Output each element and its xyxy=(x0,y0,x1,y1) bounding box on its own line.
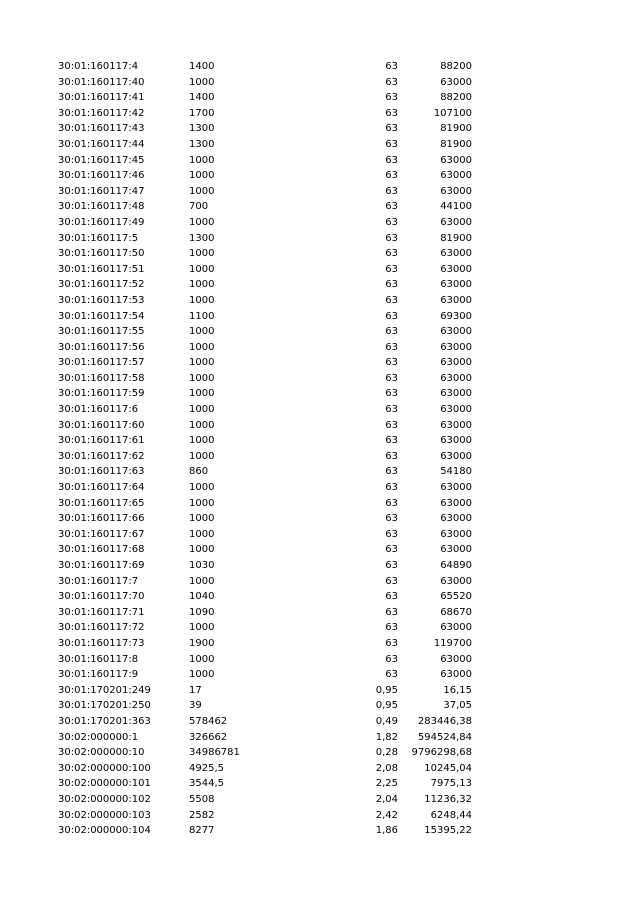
rate-cell: 63 xyxy=(385,263,398,275)
table-row xyxy=(0,231,640,247)
table-row xyxy=(0,745,640,761)
cadastral-number-cell: 30:01:160117:56 xyxy=(58,341,145,353)
rate-cell: 63 xyxy=(385,185,398,197)
cadastral-number-cell: 30:01:160117:47 xyxy=(58,185,145,197)
rate-cell: 63 xyxy=(385,544,398,556)
rate-cell: 63 xyxy=(385,637,398,649)
table-row xyxy=(0,589,640,605)
cadastral-number-cell: 30:01:160117:7 xyxy=(58,575,139,587)
value-cell: 63000 xyxy=(440,216,472,228)
area-cell: 39 xyxy=(189,700,202,712)
table-row xyxy=(0,652,640,668)
area-cell: 1000 xyxy=(189,497,215,509)
rate-cell: 63 xyxy=(385,294,398,306)
cadastral-number-cell: 30:01:170201:249 xyxy=(58,684,151,696)
rate-cell: 63 xyxy=(385,357,398,369)
area-cell: 1000 xyxy=(189,653,215,665)
area-cell: 1030 xyxy=(189,560,215,571)
rate-cell: 63 xyxy=(385,248,398,260)
value-cell: 63000 xyxy=(440,653,472,665)
table-row xyxy=(0,277,640,293)
rate-cell: 63 xyxy=(385,466,398,478)
table-row xyxy=(0,542,640,558)
table-row xyxy=(0,309,640,325)
table-row xyxy=(0,464,640,480)
rate-cell: 63 xyxy=(385,560,398,571)
table-row xyxy=(0,730,640,746)
cadastral-number-cell: 30:01:160117:63 xyxy=(58,466,145,478)
value-cell: 69300 xyxy=(440,310,472,322)
table-row xyxy=(0,355,640,371)
value-cell: 63000 xyxy=(440,185,472,197)
table-row xyxy=(0,808,640,824)
area-cell: 1000 xyxy=(189,185,215,197)
value-cell: 64890 xyxy=(440,560,472,571)
rate-cell: 1,86 xyxy=(375,825,398,837)
area-cell: 1000 xyxy=(189,669,215,681)
value-cell: 11236,32 xyxy=(424,793,472,805)
cadastral-number-cell: 30:01:160117:62 xyxy=(58,450,145,462)
table-row xyxy=(0,605,640,621)
rate-cell: 2,25 xyxy=(375,778,398,790)
table-row xyxy=(0,761,640,777)
value-cell: 63000 xyxy=(440,326,472,338)
area-cell: 1000 xyxy=(189,622,215,634)
value-cell: 594524,84 xyxy=(417,731,472,743)
value-cell: 65520 xyxy=(440,591,472,603)
table-row xyxy=(0,574,640,590)
cadastral-number-cell: 30:01:170201:250 xyxy=(58,700,151,712)
value-cell: 63000 xyxy=(440,497,472,509)
table-row xyxy=(0,776,640,792)
area-cell: 17 xyxy=(189,684,202,696)
rate-cell: 0,28 xyxy=(375,747,398,759)
cadastral-number-cell: 30:01:160117:51 xyxy=(58,263,145,275)
area-cell: 1000 xyxy=(189,216,215,228)
cadastral-number-cell: 30:01:160117:61 xyxy=(58,435,145,447)
cadastral-number-cell: 30:01:160117:55 xyxy=(58,326,145,338)
area-cell: 2582 xyxy=(189,809,215,821)
cadastral-number-cell: 30:01:160117:64 xyxy=(58,482,145,494)
value-cell: 88200 xyxy=(440,61,472,72)
value-cell: 63000 xyxy=(440,372,472,384)
area-cell: 1000 xyxy=(189,513,215,525)
value-cell: 63000 xyxy=(440,279,472,291)
rate-cell: 63 xyxy=(385,232,398,244)
rate-cell: 63 xyxy=(385,622,398,634)
cadastral-number-cell: 30:01:160117:6 xyxy=(58,404,139,416)
rate-cell: 2,08 xyxy=(375,762,398,774)
rate-cell: 0,95 xyxy=(375,684,398,696)
cadastral-number-cell: 30:01:160117:48 xyxy=(58,201,145,213)
table-row xyxy=(0,792,640,808)
value-cell: 63000 xyxy=(440,435,472,447)
cadastral-number-cell: 30:02:000000:1 xyxy=(58,731,139,743)
rate-cell: 63 xyxy=(385,435,398,447)
rate-cell: 63 xyxy=(385,170,398,182)
value-cell: 63000 xyxy=(440,248,472,260)
value-cell: 63000 xyxy=(440,341,472,353)
area-cell: 1000 xyxy=(189,544,215,556)
value-cell: 16,15 xyxy=(443,684,472,696)
cadastral-number-cell: 30:01:160117:43 xyxy=(58,123,145,135)
value-cell: 6248,44 xyxy=(430,809,472,821)
table-row xyxy=(0,121,640,137)
value-cell: 63000 xyxy=(440,544,472,556)
cadastral-number-cell: 30:01:160117:72 xyxy=(58,622,145,634)
cadastral-number-cell: 30:01:160117:66 xyxy=(58,513,145,525)
rate-cell: 63 xyxy=(385,76,398,88)
rate-cell: 63 xyxy=(385,497,398,509)
area-cell: 1100 xyxy=(189,310,215,322)
table-row xyxy=(0,340,640,356)
cadastral-number-cell: 30:01:160117:40 xyxy=(58,76,145,88)
area-cell: 1000 xyxy=(189,294,215,306)
cadastral-number-cell: 30:01:160117:8 xyxy=(58,653,139,665)
rate-cell: 63 xyxy=(385,482,398,494)
table-row xyxy=(0,558,640,574)
table-row xyxy=(0,324,640,340)
rate-cell: 2,42 xyxy=(375,809,398,821)
table-row xyxy=(0,698,640,714)
table-row xyxy=(0,137,640,153)
rate-cell: 63 xyxy=(385,450,398,462)
table-row xyxy=(0,246,640,262)
area-cell: 860 xyxy=(189,466,209,478)
rate-cell: 63 xyxy=(385,653,398,665)
value-cell: 88200 xyxy=(440,92,472,104)
rate-cell: 63 xyxy=(385,123,398,135)
table-row xyxy=(0,75,640,91)
table-row xyxy=(0,636,640,652)
cadastral-number-cell: 30:01:160117:49 xyxy=(58,216,145,228)
area-cell: 1700 xyxy=(189,107,215,119)
cadastral-number-cell: 30:02:000000:102 xyxy=(58,793,151,805)
rate-cell: 63 xyxy=(385,61,398,72)
area-cell: 1000 xyxy=(189,341,215,353)
rate-cell: 63 xyxy=(385,92,398,104)
area-cell: 1000 xyxy=(189,388,215,400)
area-cell: 578462 xyxy=(189,715,228,727)
area-cell: 34986781 xyxy=(189,747,240,759)
cadastral-number-cell: 30:01:160117:69 xyxy=(58,560,145,571)
cadastral-number-cell: 30:01:160117:42 xyxy=(58,107,145,119)
area-cell: 1300 xyxy=(189,138,215,150)
value-cell: 283446,38 xyxy=(417,715,472,727)
area-cell: 1000 xyxy=(189,357,215,369)
rate-cell: 63 xyxy=(385,606,398,618)
rate-cell: 63 xyxy=(385,326,398,338)
table-row xyxy=(0,449,640,465)
cadastral-number-cell: 30:02:000000:100 xyxy=(58,762,151,774)
cadastral-number-cell: 30:02:000000:10 xyxy=(58,747,145,759)
area-cell: 1000 xyxy=(189,450,215,462)
value-cell: 119700 xyxy=(433,637,472,649)
rate-cell: 63 xyxy=(385,528,398,540)
value-cell: 63000 xyxy=(440,419,472,431)
cadastral-number-cell: 30:01:160117:73 xyxy=(58,637,145,649)
table-row xyxy=(0,168,640,184)
cadastral-number-cell: 30:01:160117:46 xyxy=(58,170,145,182)
cadastral-number-cell: 30:01:160117:5 xyxy=(58,232,139,244)
area-cell: 1000 xyxy=(189,154,215,166)
area-cell: 3544,5 xyxy=(189,778,224,790)
rate-cell: 63 xyxy=(385,669,398,681)
rate-cell: 63 xyxy=(385,216,398,228)
value-cell: 63000 xyxy=(440,482,472,494)
area-cell: 700 xyxy=(189,201,209,213)
area-cell: 1040 xyxy=(189,591,215,603)
value-cell: 63000 xyxy=(440,263,472,275)
rate-cell: 0,49 xyxy=(375,715,398,727)
rate-cell: 63 xyxy=(385,575,398,587)
table-row xyxy=(0,106,640,122)
table-row xyxy=(0,184,640,200)
data-table xyxy=(0,59,640,839)
area-cell: 1400 xyxy=(189,92,215,104)
rate-cell: 1,82 xyxy=(375,731,398,743)
cadastral-number-cell: 30:01:160117:67 xyxy=(58,528,145,540)
value-cell: 63000 xyxy=(440,294,472,306)
cadastral-number-cell: 30:01:160117:4 xyxy=(58,61,139,72)
cadastral-number-cell: 30:01:160117:68 xyxy=(58,544,145,556)
cadastral-number-cell: 30:01:160117:58 xyxy=(58,372,145,384)
area-cell: 1000 xyxy=(189,248,215,260)
rate-cell: 0,95 xyxy=(375,700,398,712)
cadastral-number-cell: 30:01:160117:50 xyxy=(58,248,145,260)
value-cell: 68670 xyxy=(440,606,472,618)
area-cell: 1400 xyxy=(189,61,215,72)
value-cell: 107100 xyxy=(433,107,472,119)
table-row xyxy=(0,480,640,496)
value-cell: 54180 xyxy=(440,466,472,478)
cadastral-number-cell: 30:02:000000:101 xyxy=(58,778,151,790)
cadastral-number-cell: 30:01:160117:44 xyxy=(58,138,145,150)
table-row xyxy=(0,511,640,527)
value-cell: 81900 xyxy=(440,123,472,135)
table-row xyxy=(0,293,640,309)
table-row xyxy=(0,418,640,434)
value-cell: 9796298,68 xyxy=(411,747,472,759)
rate-cell: 63 xyxy=(385,388,398,400)
rate-cell: 63 xyxy=(385,107,398,119)
value-cell: 63000 xyxy=(440,388,472,400)
rate-cell: 63 xyxy=(385,310,398,322)
table-row xyxy=(0,90,640,106)
table-row xyxy=(0,714,640,730)
cadastral-number-cell: 30:01:160117:71 xyxy=(58,606,145,618)
rate-cell: 63 xyxy=(385,591,398,603)
cadastral-number-cell: 30:02:000000:103 xyxy=(58,809,151,821)
area-cell: 1000 xyxy=(189,435,215,447)
area-cell: 1000 xyxy=(189,528,215,540)
rate-cell: 63 xyxy=(385,513,398,525)
table-row xyxy=(0,667,640,683)
value-cell: 63000 xyxy=(440,170,472,182)
value-cell: 10245,04 xyxy=(424,762,472,774)
area-cell: 1000 xyxy=(189,372,215,384)
area-cell: 8277 xyxy=(189,825,215,837)
value-cell: 63000 xyxy=(440,154,472,166)
cadastral-number-cell: 30:02:000000:104 xyxy=(58,825,151,837)
area-cell: 1090 xyxy=(189,606,215,618)
area-cell: 1000 xyxy=(189,404,215,416)
rate-cell: 63 xyxy=(385,138,398,150)
area-cell: 1000 xyxy=(189,279,215,291)
table-row xyxy=(0,59,640,75)
cadastral-number-cell: 30:01:160117:59 xyxy=(58,388,145,400)
value-cell: 81900 xyxy=(440,232,472,244)
table-row xyxy=(0,199,640,215)
cadastral-number-cell: 30:01:160117:45 xyxy=(58,154,145,166)
area-cell: 1000 xyxy=(189,263,215,275)
rate-cell: 63 xyxy=(385,372,398,384)
area-cell: 1900 xyxy=(189,637,215,649)
value-cell: 63000 xyxy=(440,528,472,540)
value-cell: 44100 xyxy=(440,201,472,213)
rate-cell: 63 xyxy=(385,279,398,291)
value-cell: 63000 xyxy=(440,513,472,525)
cadastral-number-cell: 30:01:160117:52 xyxy=(58,279,145,291)
rate-cell: 63 xyxy=(385,419,398,431)
rate-cell: 63 xyxy=(385,404,398,416)
area-cell: 1300 xyxy=(189,123,215,135)
table-row xyxy=(0,433,640,449)
table-row xyxy=(0,683,640,699)
cadastral-number-cell: 30:01:160117:53 xyxy=(58,294,145,306)
table-row xyxy=(0,215,640,231)
cadastral-number-cell: 30:01:170201:363 xyxy=(58,715,151,727)
area-cell: 1300 xyxy=(189,232,215,244)
table-row xyxy=(0,371,640,387)
area-cell: 4925,5 xyxy=(189,762,224,774)
cadastral-number-cell: 30:01:160117:54 xyxy=(58,310,145,322)
area-cell: 1000 xyxy=(189,170,215,182)
area-cell: 5508 xyxy=(189,793,215,805)
cadastral-number-cell: 30:01:160117:9 xyxy=(58,669,139,681)
area-cell: 1000 xyxy=(189,419,215,431)
table-row xyxy=(0,527,640,543)
table-row xyxy=(0,496,640,512)
cadastral-number-cell: 30:01:160117:41 xyxy=(58,92,145,104)
value-cell: 63000 xyxy=(440,404,472,416)
value-cell: 37,05 xyxy=(443,700,472,712)
rate-cell: 63 xyxy=(385,341,398,353)
cadastral-number-cell: 30:01:160117:57 xyxy=(58,357,145,369)
value-cell: 63000 xyxy=(440,76,472,88)
rate-cell: 63 xyxy=(385,154,398,166)
table-row xyxy=(0,386,640,402)
table-row xyxy=(0,262,640,278)
rate-cell: 2,04 xyxy=(375,793,398,805)
cadastral-number-cell: 30:01:160117:60 xyxy=(58,419,145,431)
value-cell: 63000 xyxy=(440,575,472,587)
value-cell: 63000 xyxy=(440,669,472,681)
cadastral-number-cell: 30:01:160117:70 xyxy=(58,591,145,603)
table-row xyxy=(0,402,640,418)
value-cell: 63000 xyxy=(440,622,472,634)
area-cell: 1000 xyxy=(189,76,215,88)
rate-cell: 63 xyxy=(385,201,398,213)
area-cell: 1000 xyxy=(189,482,215,494)
value-cell: 63000 xyxy=(440,357,472,369)
area-cell: 1000 xyxy=(189,326,215,338)
value-cell: 7975,13 xyxy=(430,778,472,790)
value-cell: 63000 xyxy=(440,450,472,462)
table-row xyxy=(0,823,640,839)
table-row xyxy=(0,153,640,169)
value-cell: 81900 xyxy=(440,138,472,150)
area-cell: 1000 xyxy=(189,575,215,587)
area-cell: 326662 xyxy=(189,731,228,743)
cadastral-number-cell: 30:01:160117:65 xyxy=(58,497,145,509)
table-row xyxy=(0,620,640,636)
value-cell: 15395,22 xyxy=(424,825,472,837)
